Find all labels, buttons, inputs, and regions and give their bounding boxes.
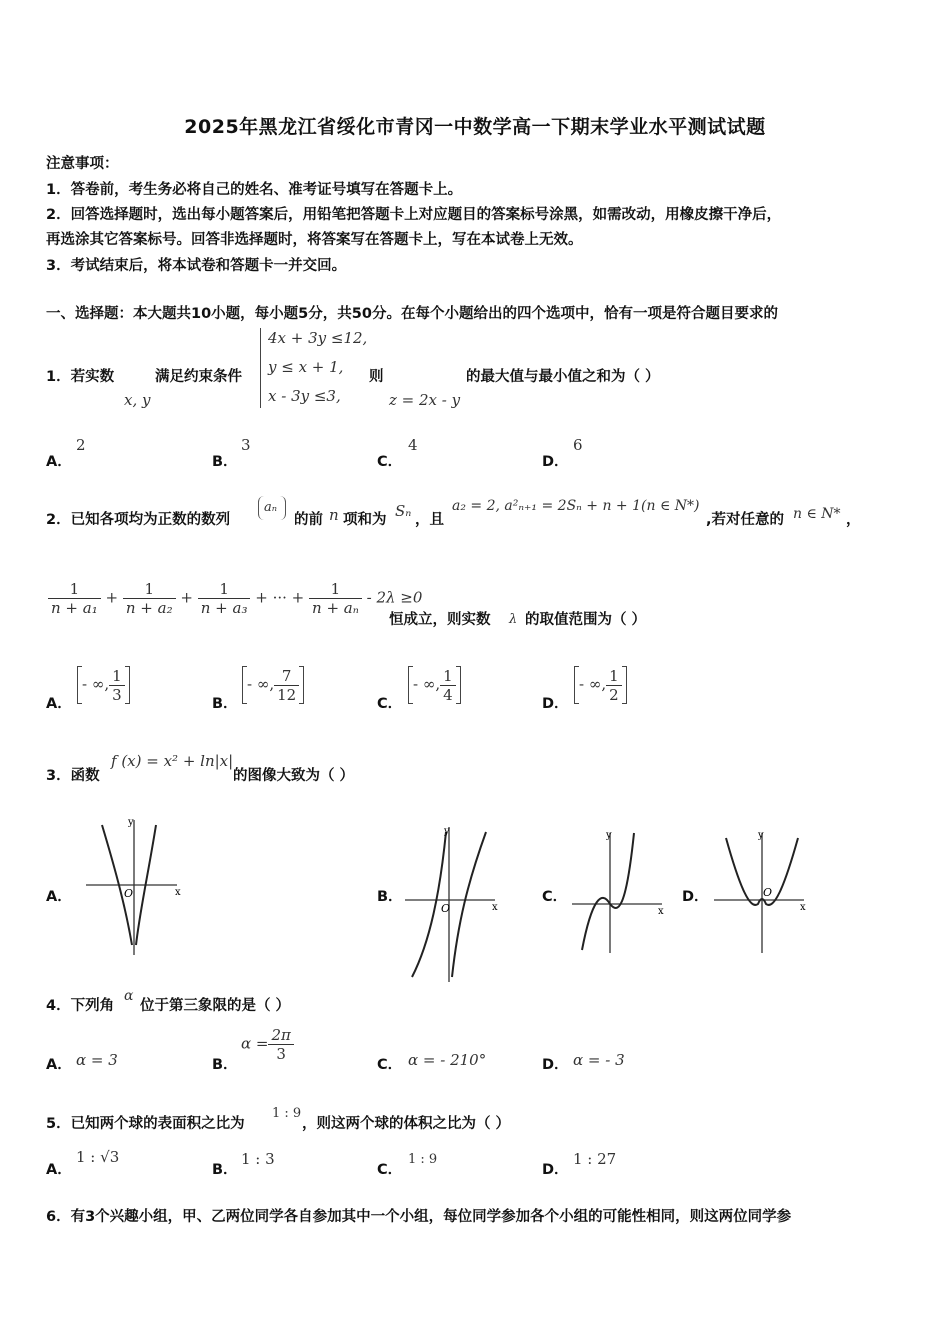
q2-option-b-label: B． bbox=[212, 696, 238, 712]
q1-sys-1: 4x + 3y ≤12, bbox=[268, 329, 368, 347]
q5-option-c-label: C． bbox=[377, 1162, 403, 1178]
q3-graph-b-y-label: y bbox=[444, 826, 450, 837]
q4-option-c-label: C． bbox=[377, 1057, 403, 1073]
q2-option-a-den: 3 bbox=[112, 685, 122, 704]
q3-option-c-label: C． bbox=[542, 889, 568, 905]
q1-sys-2: y ≤ x + 1, bbox=[268, 358, 344, 376]
q3-graph-d-y-label: y bbox=[758, 830, 764, 841]
q3-graph-a-y-label: y bbox=[128, 817, 134, 828]
q2-frac-3-num: 1 bbox=[198, 580, 251, 599]
notice-item-2: 2．回答选择题时，选出每小题答案后，用铅笔把答题卡上对应题目的答案标号涂黑，如需改动，用橡皮擦干净后， bbox=[46, 207, 782, 223]
q2-frac-3-den: n + a₃ bbox=[200, 599, 248, 617]
section-heading: 一、选择题：本大题共10小题，每小题5分，共50分。在每个小题给出的四个选项中，恰有一项是符合题目要求的 bbox=[46, 306, 778, 322]
q1-cond-text: 满足约束条件 bbox=[155, 369, 242, 385]
q2-stem-d: ，且 bbox=[415, 512, 444, 528]
q2-option-d-den: 2 bbox=[609, 685, 619, 704]
q2-stem-a: 2．已知各项均为正数的数列 bbox=[46, 512, 231, 528]
q1-option-b-label: B． bbox=[212, 454, 238, 470]
q2-option-b-num: 7 bbox=[274, 667, 299, 686]
q2-frac-1-den: n + a₁ bbox=[51, 599, 98, 617]
q4-option-b-den: 3 bbox=[276, 1045, 286, 1063]
q5-ratio: 1 : 9 bbox=[272, 1106, 302, 1121]
q3-graph-c-curve bbox=[582, 833, 634, 950]
q3-graph-a bbox=[82, 815, 217, 965]
notice-heading: 注意事项： bbox=[46, 156, 119, 172]
q2-option-a-label: A． bbox=[46, 696, 72, 712]
q1-option-c-value: 4 bbox=[408, 436, 418, 454]
q3-graph-b bbox=[400, 822, 505, 987]
q4-option-b-num: 2π bbox=[268, 1026, 293, 1045]
q1-option-d-value: 6 bbox=[573, 436, 583, 454]
q2-option-c-label: C． bbox=[377, 696, 403, 712]
q5-stem-a: 5．已知两个球的表面积之比为 bbox=[46, 1116, 245, 1132]
q3-graph-c-x-label: x bbox=[658, 906, 664, 917]
q2-stem-f: ， bbox=[846, 512, 861, 528]
q2-condition: a₂ = 2, a²ₙ₊₁ = 2Sₙ + n + 1(n ∈ N*) bbox=[452, 498, 700, 514]
q3-option-b-label: B． bbox=[377, 889, 403, 905]
q3-graph-c-y-label: y bbox=[606, 830, 612, 841]
q2-stem-e: ,若对任意的 bbox=[706, 512, 785, 528]
q5-stem-b: ，则这两个球的体积之比为（ ） bbox=[302, 1116, 511, 1132]
q2-frac-n-num: 1 bbox=[309, 580, 362, 599]
q3-graph-d-origin: O bbox=[763, 886, 773, 899]
q2-frac-1-num: 1 bbox=[48, 580, 101, 599]
q4-option-b-lhs: α = bbox=[241, 1034, 269, 1053]
q2-dots: + ··· + bbox=[255, 588, 305, 607]
q6-stem: 6．有3个兴趣小组，甲、乙两位同学各自参加其中一个小组，每位同学参加各个小组的可能性相同，则这两位同学参 bbox=[46, 1209, 792, 1225]
q5-option-d-value: 1 : 27 bbox=[573, 1150, 617, 1168]
q2-option-c-den: 4 bbox=[443, 685, 453, 704]
q2-plus-1: + bbox=[105, 588, 119, 607]
q2-ineq-tail: - 2λ ≥0 bbox=[366, 588, 423, 607]
q1-stem-start: 1．若实数 bbox=[46, 369, 115, 385]
q2-option-d-lead: - ∞, bbox=[579, 675, 607, 693]
q3-graph-b-x-label: x bbox=[492, 902, 498, 913]
q2-lambda: λ bbox=[509, 612, 518, 627]
q4-option-a-value: α = 3 bbox=[76, 1051, 118, 1069]
q3-graph-a-x-label: x bbox=[175, 887, 181, 898]
page-title: 2025年黑龙江省绥化市青冈一中数学高一下期末学业水平测试试题 bbox=[184, 116, 766, 138]
q2-frac-n-den: n + aₙ bbox=[312, 599, 359, 617]
q1-system-brace bbox=[260, 328, 267, 408]
q5-option-a-label: A． bbox=[46, 1162, 72, 1178]
notice-item-2-cont: 再选涂其它答案标号。回答非选择题时，将答案写在答题卡上，写在本试卷上无效。 bbox=[46, 232, 583, 248]
q4-option-b-label: B． bbox=[212, 1057, 238, 1073]
q5-option-b-value: 1 : 3 bbox=[241, 1150, 275, 1168]
q3-graph-d bbox=[712, 828, 812, 958]
q4-option-d-value: α = - 3 bbox=[573, 1051, 625, 1069]
q1-then: 则 bbox=[369, 369, 384, 385]
q2-stem-c: 项和为 bbox=[343, 512, 387, 528]
q3-option-d-label: D． bbox=[682, 889, 709, 905]
q4-option-d-label: D． bbox=[542, 1057, 569, 1073]
q2-option-c-num: 1 bbox=[440, 667, 456, 686]
q5-option-b-label: B． bbox=[212, 1162, 238, 1178]
q4-stem-b: 位于第三象限的是（ ） bbox=[140, 998, 291, 1014]
q4-option-b-value bbox=[241, 1026, 294, 1063]
q2-option-b-lead: - ∞, bbox=[247, 675, 275, 693]
q1-vars: x, y bbox=[124, 391, 151, 409]
q2-stem-h: 的取值范围为（ ） bbox=[525, 612, 647, 628]
q1-option-d-label: D． bbox=[542, 454, 569, 470]
q2-option-a-num: 1 bbox=[109, 667, 125, 686]
q1-option-a-value: 2 bbox=[76, 436, 86, 454]
q3-graph-d-x-label: x bbox=[800, 902, 806, 913]
q1-option-b-value: 3 bbox=[241, 436, 251, 454]
q4-option-a-label: A． bbox=[46, 1057, 72, 1073]
q2-plus-2: + bbox=[180, 588, 193, 607]
q2-frac-2-den: n + a₂ bbox=[125, 599, 173, 617]
q5-option-c-value: 1 : 9 bbox=[408, 1152, 438, 1167]
q1-stem-end: 的最大值与最小值之和为（ ） bbox=[466, 369, 660, 385]
q2-option-b-den: 12 bbox=[277, 685, 297, 704]
q1-option-a-label: A． bbox=[46, 454, 72, 470]
notice-item-3: 3．考试结束后，将本试卷和答题卡一并交回。 bbox=[46, 258, 347, 274]
q3-graph-b-origin: O bbox=[441, 902, 451, 915]
q3-stem-b: 的图像大致为（ ） bbox=[233, 768, 355, 784]
q5-option-d-label: D． bbox=[542, 1162, 569, 1178]
q2-option-b-value bbox=[242, 666, 304, 704]
q2-s: Sₙ bbox=[395, 502, 412, 520]
q2-inequality bbox=[48, 580, 422, 617]
q2-option-c-lead: - ∞, bbox=[413, 675, 441, 693]
q3-stem-a: 3．函数 bbox=[46, 768, 100, 784]
q4-alpha: α bbox=[124, 988, 134, 1004]
q5-option-a-value: 1 : √3 bbox=[76, 1148, 120, 1166]
notice-item-1: 1．答卷前，考生务必将自己的姓名、准考证号填写在答题卡上。 bbox=[46, 182, 463, 198]
q1-option-c-label: C． bbox=[377, 454, 403, 470]
q2-option-a-lead: - ∞, bbox=[82, 675, 110, 693]
q2-stem-b: 的前 bbox=[294, 512, 323, 528]
q2-frac-2-num: 1 bbox=[123, 580, 176, 599]
q1-sys-3: x - 3y ≤3, bbox=[268, 387, 341, 405]
q1-objective: z = 2x - y bbox=[389, 391, 461, 409]
q3-function: f (x) = x² + ln|x| bbox=[111, 752, 234, 770]
q3-option-a-label: A． bbox=[46, 889, 72, 905]
q2-n-in-N: n ∈ N* bbox=[793, 506, 841, 522]
q4-stem-a: 4．下列角 bbox=[46, 998, 115, 1014]
q2-seq: aₙ bbox=[264, 500, 278, 515]
q3-graph-a-origin: O bbox=[124, 887, 134, 900]
q2-stem-g: 恒成立，则实数 bbox=[389, 612, 491, 628]
q2-n: n bbox=[329, 506, 339, 524]
q3-graph-b-curve-right bbox=[452, 832, 486, 977]
q2-option-a-value bbox=[77, 666, 130, 704]
q2-option-d-label: D． bbox=[542, 696, 569, 712]
q3-graph-c bbox=[570, 828, 670, 958]
q2-option-d-value bbox=[574, 666, 627, 704]
q4-option-c-value: α = - 210° bbox=[408, 1051, 487, 1069]
q2-option-c-value bbox=[408, 666, 461, 704]
q2-option-d-num: 1 bbox=[606, 667, 622, 686]
